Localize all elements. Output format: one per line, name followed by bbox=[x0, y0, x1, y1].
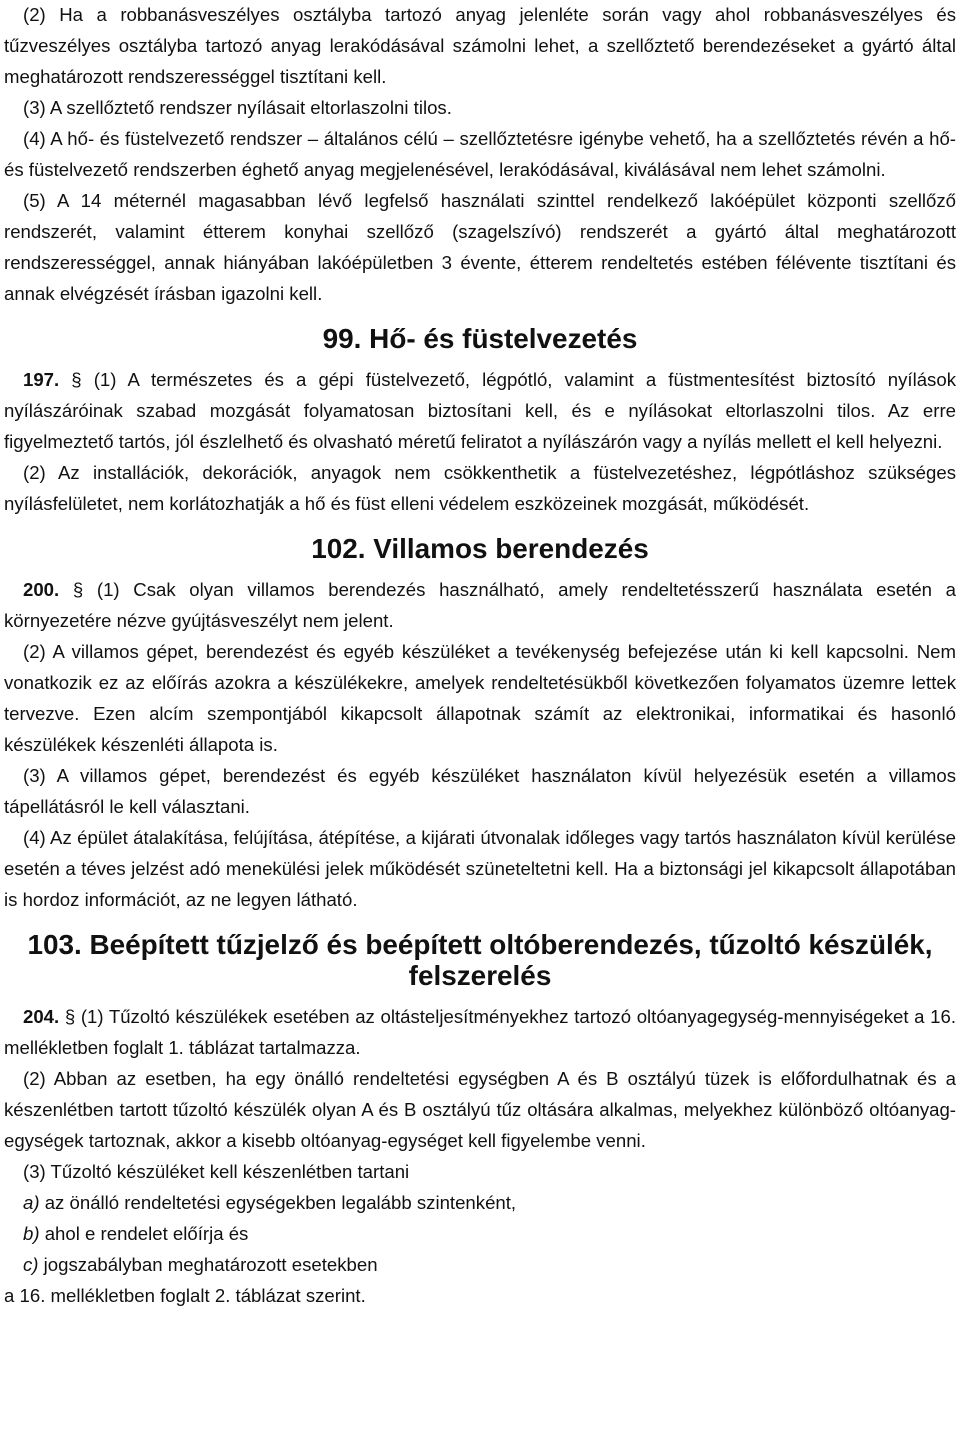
paragraph-5: (5) A 14 méternél magasabban lévő legfelső használati szinttel rendelkező lakóépület központi szellőző rendszerét, valamint étterem konyhai szellőző (szagelszívó) rendszerét a gyártó által meghatározott rendszerességgel, annak hiányában lakóépületben 3 évente, étterem rendeltetés estében félévente tisztítani és annak elvégzését írásban igazolni kell. bbox=[4, 190, 956, 304]
section-heading-103: 103. Beépített tűzjelző és beépített oltóberendezés, tűzoltó készülék, felszerelés bbox=[27, 929, 933, 991]
section-204-p1-text: (1) Tűzoltó készülékek esetében az oltásteljesítményekhez tartozó oltóanyagegység-mennyiségeket a 16. mellékletben foglalt 1. táblázat tartalmazza. bbox=[4, 1006, 956, 1058]
section-197-paragraph-2: (2) Az installációk, dekorációk, anyagok nem csökkenthetik a füstelvezetéshez, légpótláshoz szükséges nyílásfelületet, nem korlátozhatják a hő és füst elleni védelem eszközeinek mozgását, működését. bbox=[4, 462, 956, 514]
list-item-a bbox=[4, 1187, 956, 1218]
section-200-paragraph-2: (2) A villamos gépet, berendezést és egyéb készüléket a tevékenység befejezése után ki kell kapcsolni. Nem vonatkozik ez az előírás azokra a készülékekre, amelyek rendeltetésükből következően folyamatos üzemre lettek tervezve. Ezen alcím szempontjából kikapcsolt állapotnak számít az elektronikai, informatikai és hasonló készülékek készenléti állapota is. bbox=[4, 641, 956, 755]
paragraph-3: (3) A szellőztető rendszer nyílásait eltorlaszolni tilos. bbox=[23, 97, 452, 118]
section-197-paragraph-1 bbox=[4, 364, 956, 457]
section-204-paragraph-2: (2) Abban az esetben, ha egy önálló rendeltetési egységben A és B osztályú tüzek is előfordulhatnak és a készenlétben tartott tűzoltó készülék olyan A és B osztályú tűz oltására alkalmas, melyekhez különböző oltóanyag-egységek tartoznak, akkor a kisebb oltóanyag-egységet kell figyelembe venni. bbox=[4, 1068, 956, 1151]
section-204-paragraph-1 bbox=[4, 1001, 956, 1063]
list-item-c bbox=[4, 1249, 956, 1280]
list-item-text: jogszabályban meghatározott esetekben bbox=[38, 1254, 378, 1275]
list-item-label: b) bbox=[23, 1223, 40, 1244]
paragraph-sign: § bbox=[64, 1006, 76, 1027]
section-heading-99: 99. Hő- és füstelvezetés bbox=[322, 323, 638, 354]
section-204-tail: a 16. mellékletben foglalt 2. táblázat szerint. bbox=[4, 1285, 366, 1306]
section-number: 204. bbox=[23, 1006, 60, 1027]
list-item-label: c) bbox=[23, 1254, 39, 1275]
section-heading-102: 102. Villamos berendezés bbox=[311, 533, 649, 564]
section-200-paragraph-4: (4) Az épület átalakítása, felújítása, átépítése, a kijárati útvonalak időleges vagy tartós használaton kívül kerülése esetén a téves jelzést adó menekülési jelek működését szüneteltetni kell. Ha a biztonsági jel kikapcsolt állapotában is hordoz információt, az ne legyen látható. bbox=[4, 827, 956, 910]
list-item-label: a) bbox=[23, 1192, 40, 1213]
list-item-b bbox=[4, 1218, 956, 1249]
list-item-text: ahol e rendelet előírja és bbox=[39, 1223, 249, 1244]
paragraph-sign: § bbox=[72, 579, 84, 600]
section-number: 197. bbox=[23, 369, 60, 390]
section-number: 200. bbox=[23, 579, 60, 600]
section-200-p1-text: (1) Csak olyan villamos berendezés használható, amely rendeltetésszerű használata esetén a környezetére nézve gyújtásveszélyt nem jelent. bbox=[4, 579, 957, 631]
section-200-paragraph-3: (3) A villamos gépet, berendezést és egyéb készüléket használaton kívül helyezésük esetén a villamos tápellátásról le kell választani. bbox=[4, 765, 956, 817]
paragraph-4: (4) A hő- és füstelvezető rendszer – általános célú – szellőztetésre igénybe vehető, ha a szellőztetés révén a hő- és füstelvezető rendszerben éghető anyag megjelenésével, lerakódásával, kiválásával nem lehet számolni. bbox=[4, 128, 956, 180]
section-197-p1-text: (1) A természetes és a gépi füstelvezető, légpótló, valamint a füstmentesítést biztosító nyílások nyílászáróinak szabad mozgását folyamatosan biztosítani kell, és e nyílásokat eltorlaszolni tilos. Az erre figyelmeztető tartós, jól észlelhető és olvasható méretű feliratot a nyílászárón vagy a nyílás mellett el kell helyezni. bbox=[4, 369, 956, 452]
list-item-text: az önálló rendeltetési egységekben legalább szintenként, bbox=[39, 1192, 517, 1213]
section-200-paragraph-1 bbox=[4, 574, 956, 636]
paragraph-sign: § bbox=[71, 369, 82, 390]
section-204-paragraph-3: (3) Tűzoltó készüléket kell készenlétben tartani bbox=[23, 1161, 410, 1182]
paragraph-2: (2) Ha a robbanásveszélyes osztályba tartozó anyag jelenléte során vagy ahol robbanásveszélyes és tűzveszélyes osztályba tartozó anyag lerakódásával számolni lehet, a szellőztető berendezéseket a gyártó által meghatározott rendszerességgel tisztítani kell. bbox=[4, 4, 956, 87]
